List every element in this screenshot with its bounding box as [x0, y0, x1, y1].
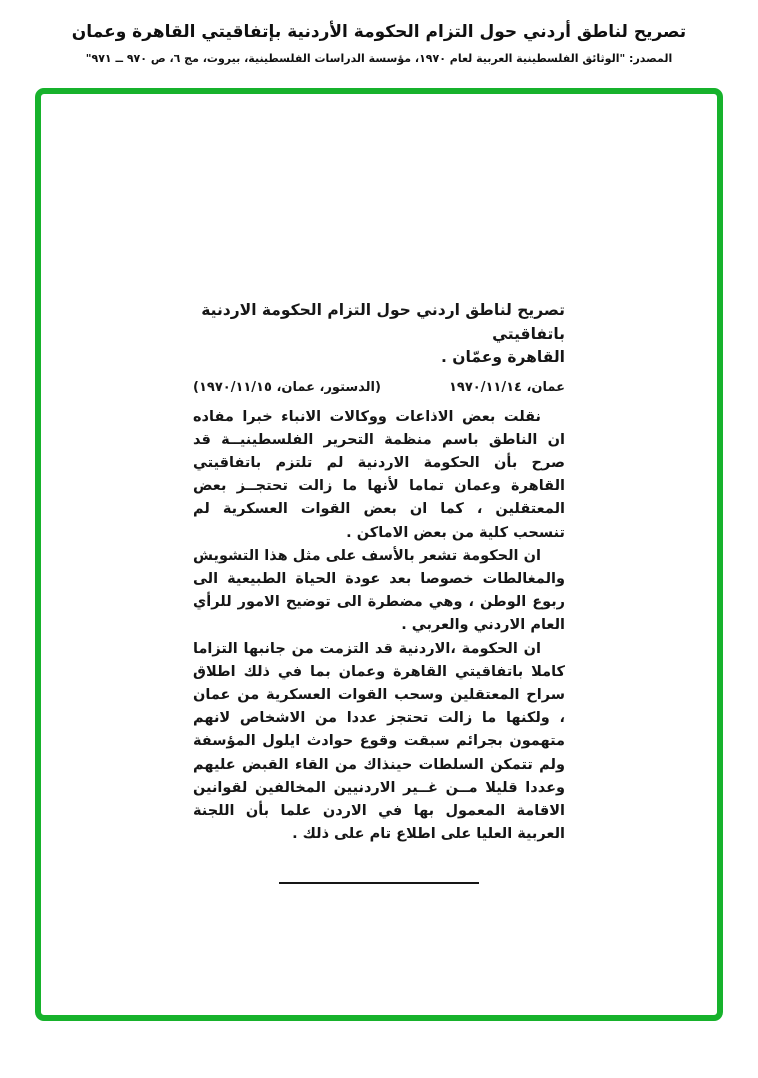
document-title-line2: القاهرة وعمّان . — [441, 348, 565, 366]
dateline-place-date: عمان، ١٩٧٠/١١/١٤ — [448, 379, 565, 395]
document-paragraph: ان الحكومة تشعر بالأسف على مثل هذا التشويش والمغالطات خصوصا بعد عودة الحياة الطبيعية الى ربوع الوطن ، وهي مضطرة الى توضيح الامور للرأي العام الاردني والعربي . — [193, 547, 565, 634]
article-title: تصريح لناطق أردني حول التزام الحكومة الأردنية بإتفاقيتي القاهرة وعمان — [71, 22, 687, 42]
document-paragraph: ان الحكومة ،الاردنية قد التزمت من جانبها التزاما كاملا باتفاقيتي القاهرة وعمان بما في ذلك اطلاق سراح المعتقلين وسحب القوات العسكرية من عمان ، ولكنها ما زالت تحتجز عددا من الاشخاص لانهم متهمون بجرائم سبقت وقوع حوادث ايلول المؤسفة ولم تتمكن السلطات حينذاك من القاء القبض عليهم وعددا قليلا مــن غــير الاردنيين المخالفين لقوانين الاقامة المعمول بها في الاردن علما بأن اللجنة العربية العليا على اطلاع تام على ذلك . — [193, 640, 565, 843]
document-paragraph: نقلت بعض الاذاعات ووكالات الانباء خبرا مفاده ان الناطق باسم منظمة التحرير الفلسطينيــة قد صرح بأن الحكومة الاردنية لم تلتزم باتفاقيتي القاهرة وعمان تماما لأنها ما زالت تحتجــز بعض المعتقلين ، كما ان بعض القوات العسكرية لم تنسحب كلية من بعض الاماكن . — [193, 408, 565, 541]
document-body — [193, 406, 565, 847]
document-title-line1: تصريح لناطق اردني حول التزام الحكومة الاردنية باتفاقيتي — [201, 301, 565, 343]
document-title — [193, 299, 565, 370]
article-header — [0, 0, 758, 65]
document-frame — [35, 88, 723, 1021]
scanned-page — [41, 94, 717, 1015]
end-divider — [279, 882, 479, 884]
dateline — [193, 380, 565, 395]
document-content — [193, 94, 565, 884]
article-source-citation: المصدر: "الوثائق الفلسطينية العربية لعام ١٩٧٠، مؤسسة الدراسات الفلسطينية، بيروت، مج ٦، ص ٩٧٠ ــ ٩٧١" — [85, 52, 673, 65]
dateline-source-ref: (الدستور، عمان، ١٩٧٠/١١/١٥) — [193, 379, 381, 395]
